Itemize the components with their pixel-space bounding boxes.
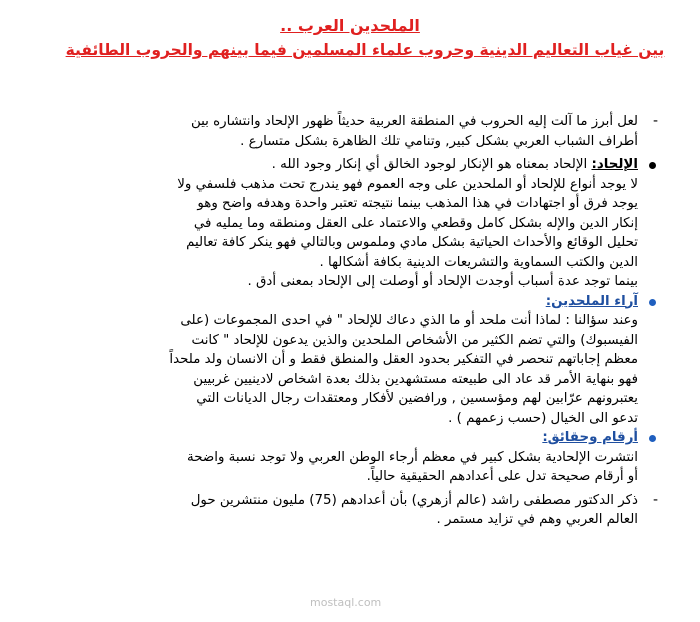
facts-heading: أرقام وحقائق: bbox=[542, 430, 638, 445]
document-body bbox=[40, 112, 658, 530]
text-line: لعل أبرز ما آلت إليه الحروب في المنطقة العربية حديثاً ظهور الإلحاد وانتشاره بين bbox=[190, 114, 638, 129]
ilhad-definition bbox=[40, 155, 638, 175]
text-line: يعتبرونهم عرّابين لهم ومؤسسين , ورافضين لأفكار ومعتقدات رجال الديانات التي bbox=[196, 391, 638, 406]
dash-bullet-icon: - bbox=[652, 491, 658, 508]
opinions-section bbox=[40, 292, 658, 429]
text-line: انتشرت الإلحادية بشكل كبير في معظم أرجاء الوطن العربي ولا توجد نسبة واضحة bbox=[187, 449, 638, 465]
document-subtitle: بين غياب التعاليم الدينية وحروب علماء المسلمين فيما بينهم والحروب الطائفية bbox=[65, 41, 665, 59]
text-line: يوجد فرق أو اجتهادات في هذا المذهب بينما نتيجته تعتبر واحدة وهدفه واضح وهو bbox=[197, 196, 638, 211]
text-line: الفيسبوك) والتي تضم الكثير من الأشخاص الملحدين والذين يدعون للإلحاد " كانت bbox=[191, 332, 638, 348]
text-line: إنكار الدين والإله بشكل كامل وقطعي والاعتماد على العقل ومنطقه وما يمليه في bbox=[193, 215, 638, 231]
text-line: العالم العربي وهم في تزايد مستمر . bbox=[436, 512, 638, 527]
opinions-heading: آراء الملحدين: bbox=[545, 293, 638, 309]
text-line: أو أرقام صحيحة تدل على أعدادهم الحقيقية حالياً. bbox=[366, 469, 638, 484]
watermark: mostaql.com bbox=[310, 596, 382, 609]
text-line: معظم إجاباتهم تنحصر في التفكير بحدود العقل والمنطق فقط و أن الانسان ولد ملحداً bbox=[169, 352, 638, 367]
intro-paragraph bbox=[40, 112, 658, 151]
text-line: تحليل الوقائع والأحداث الحياتية بشكل مادي وملموس وبالتالي فهو ينكر كافة تعاليم bbox=[186, 235, 638, 250]
document-title: الملحدين العرب .. bbox=[280, 16, 420, 35]
ilhad-heading: الإلحاد: bbox=[591, 157, 638, 172]
text-line: بينما توجد عدة أسباب أوجدت الإلحاد أو أوصلت إلى الإلحاد بمعنى أدق . bbox=[247, 274, 638, 289]
ilhad-definition-text: الإلحاد بمعناه هو الإنكار لوجود الخالق أي إنكار وجود الله . bbox=[271, 157, 592, 172]
text-line: لا يوجد أنواع للإلحاد أو الملحدين على وجه العموم فهو يندرج تحت مذهب فلسفي ولا bbox=[177, 176, 638, 192]
dash-bullet-icon: - bbox=[652, 113, 658, 129]
text-line: تدعو الى الخيال (حسب زعمهم ) . bbox=[448, 410, 638, 426]
dot-bullet-icon bbox=[649, 299, 656, 306]
text-line: ذكر الدكتور مصطفى راشد (عالم أزهري) بأن أعدادهم (75) مليون منتشرين حول bbox=[190, 492, 638, 508]
text-line: فهو بنهاية الأمر قد عاد الى طبيعته مستشهدين بذلك بعدة اشخاص لادينيين غربيين bbox=[193, 371, 638, 387]
dot-bullet-icon bbox=[649, 162, 656, 169]
text-line: وعند سؤالنا : لماذا أنت ملحد أو ما الذي دعاك للإلحاد " في احدى المجموعات (على bbox=[180, 313, 638, 328]
facts-section bbox=[40, 428, 658, 487]
ilhad-section bbox=[40, 155, 658, 292]
text-line: الدين والكتب السماوية والتشريعات الدينية بكافة أشكالها . bbox=[319, 254, 638, 270]
text-line: أطراف الشباب العربي بشكل كبير, وتنامي تلك الظاهرة بشكل متسارع . bbox=[240, 133, 638, 149]
doctor-paragraph bbox=[40, 491, 658, 530]
dot-bullet-icon bbox=[649, 435, 656, 442]
